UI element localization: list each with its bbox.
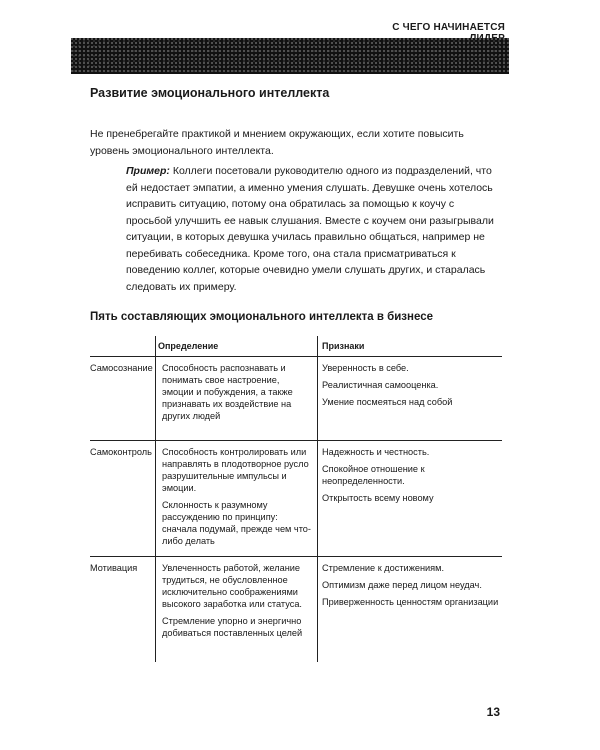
ei-table — [90, 336, 502, 662]
table-title: Пять составляющих эмоционального интеллекта в бизнесе — [90, 311, 433, 323]
table-vertical-rule — [317, 336, 318, 662]
header-bar — [71, 38, 509, 74]
sign-item: Открытость всему новому — [322, 493, 434, 503]
row-name: Мотивация — [90, 563, 138, 573]
section-title: Развитие эмоционального интеллекта — [90, 86, 330, 100]
definition-cell — [162, 562, 312, 644]
column-header-definition: Определение — [158, 341, 219, 351]
intro-paragraph: Не пренебрегайте практикой и мнением окружающих, если хотите повысить уровень эмоционального интеллекта. — [90, 128, 464, 157]
example-text: Коллеги посетовали руководителю одного из подразделений, что ей недостает эмпатии, а именно умения слушать. Девушке очень хотелось исправить ситуацию, потому она обратилась за помощью к коучу с просьбой улучшить ее навык слушания. Вместе с коучем они разыгрывали ситуации, в которых девушка училась правильно общаться, например не перебивать собеседника. Кроме того, она стала присматриваться к поведению коллег, которые очевидно умели слушать других, и старалась следовать их примеру. — [126, 165, 494, 293]
sign-item: Оптимизм даже перед лицом неудач. — [322, 580, 482, 590]
definition-text: Склонность к разумному рассуждению по принципу: сначала подумай, прежде чем что-либо делать — [162, 500, 311, 546]
example-paragraph — [126, 163, 502, 295]
sign-item: Уверенность в себе. — [322, 363, 409, 373]
sign-item: Приверженность ценностям организации — [322, 597, 499, 607]
sign-item: Стремление к достижениям. — [322, 563, 444, 573]
table-rule — [90, 440, 502, 441]
signs-cell — [322, 446, 500, 509]
page-number: 13 — [486, 705, 500, 719]
table-vertical-rule — [155, 336, 156, 662]
definition-cell — [162, 446, 312, 552]
definition-text: Увлеченность работой, желание трудиться, не обусловленное исключительно соображениями высокого заработка или статуса. — [162, 563, 302, 609]
row-name: Самоконтроль — [90, 447, 152, 457]
running-head: С ЧЕГО НАЧИНАЕТСЯ — [392, 22, 505, 33]
row-name: Самосознание — [90, 363, 153, 373]
table-rule — [90, 356, 502, 357]
signs-cell — [322, 562, 500, 613]
table-rule — [90, 556, 502, 557]
definition-text: Способность распознавать и понимать свое настроение, эмоции и побуждения, а также признавать их воздействие на других людей — [162, 363, 293, 421]
definition-text: Стремление упорно и энергично добиваться поставленных целей — [162, 616, 303, 638]
definition-text: Способность контролировать или направлять в плодотворное русло разрушительные импульсы и эмоции. — [162, 447, 309, 493]
signs-cell — [322, 362, 500, 413]
column-header-signs: Признаки — [322, 341, 365, 351]
definition-cell — [162, 362, 312, 427]
sign-item: Реалистичная самооценка. — [322, 380, 439, 390]
sign-item: Надежность и честность. — [322, 447, 430, 457]
sign-item: Спокойное отношение к неопределенности. — [322, 464, 425, 486]
example-label: Пример: — [126, 165, 170, 177]
sign-item: Умение посмеяться над собой — [322, 397, 453, 407]
